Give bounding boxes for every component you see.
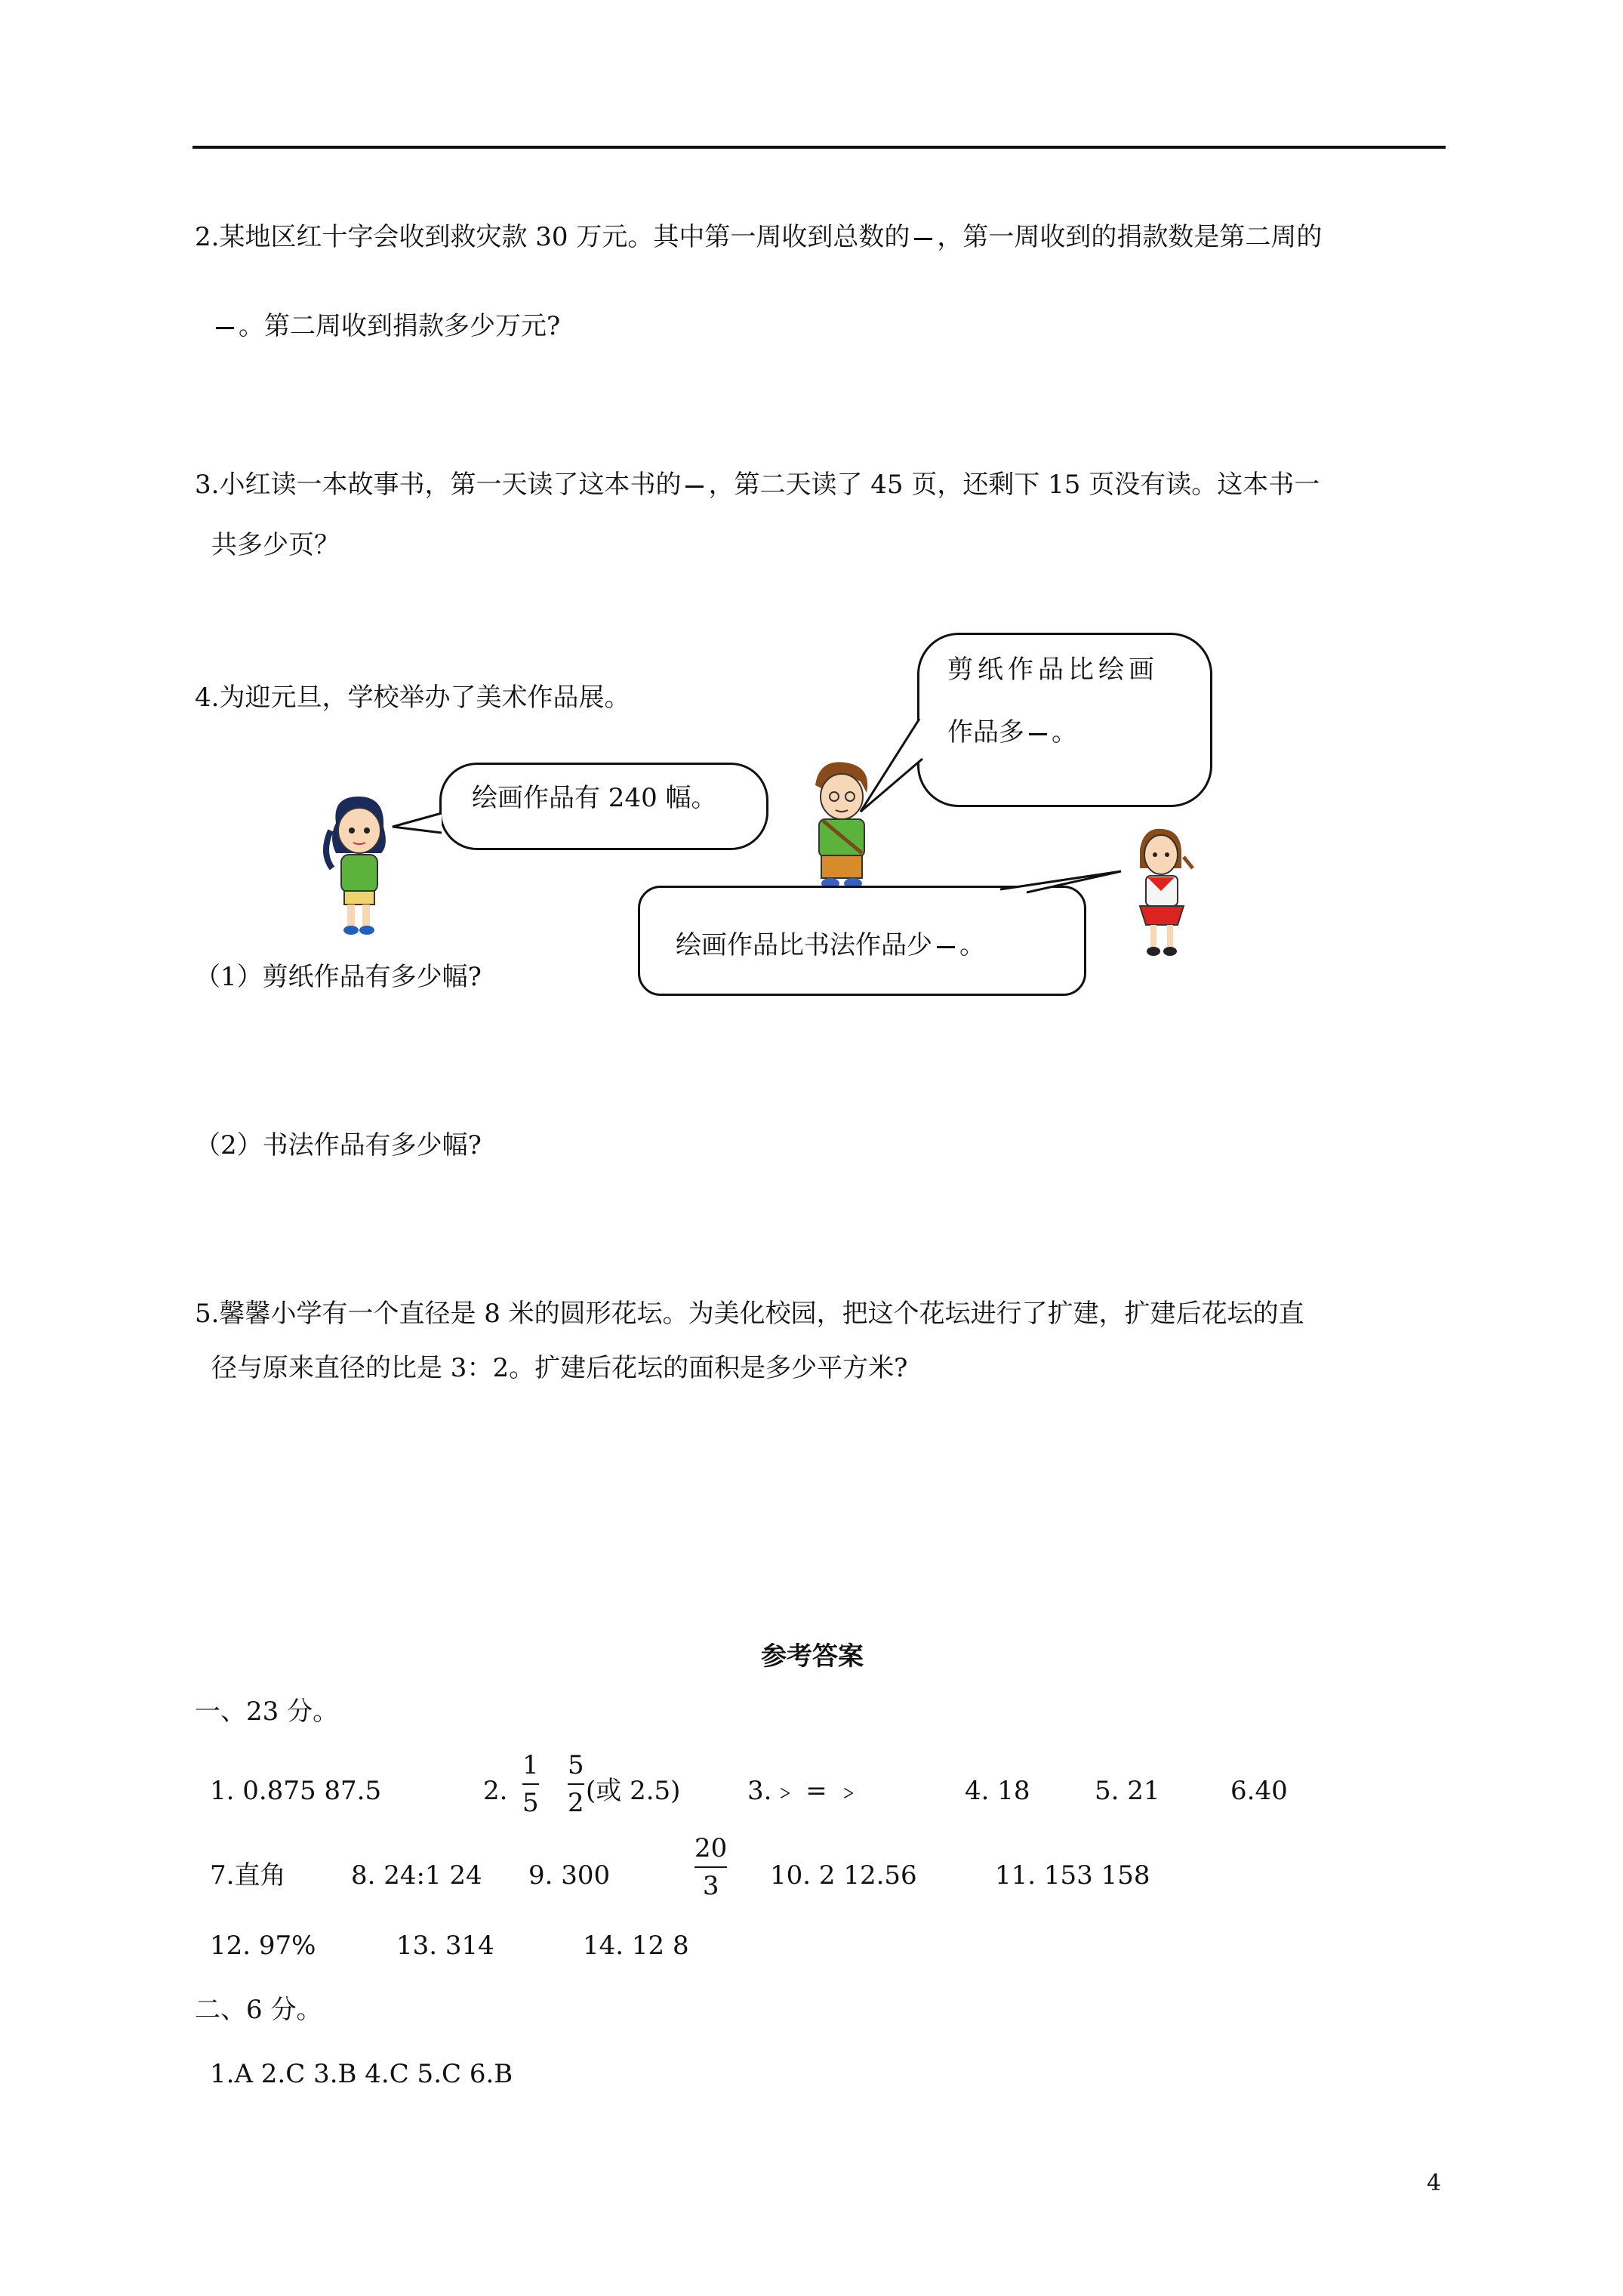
- answer-12: 12. 97%: [210, 1931, 316, 1961]
- fraction-20-3: [694, 1833, 727, 1901]
- fraction-1-5: [522, 1750, 539, 1818]
- q5-line2: 径与原来直径的比是 3：2。扩建后花坛的面积是多少平方米?: [211, 1353, 908, 1383]
- bubble-girl2-end: 。: [959, 930, 985, 960]
- bubble-tail: [861, 717, 929, 815]
- answer-7: 7.直角: [210, 1860, 286, 1891]
- fraction-numerator: 1: [522, 1750, 539, 1780]
- answers-row4: 1.A 2.C 3.B 4.C 5.C 6.B: [210, 2059, 513, 2089]
- answer-14: 14. 12 8: [583, 1931, 689, 1961]
- header-rule: [192, 146, 1446, 149]
- girl-figure-1: [317, 793, 400, 936]
- fraction-denominator: 2: [568, 1788, 584, 1818]
- q3-line2: 共多少页？: [211, 530, 340, 560]
- answer-5: 5. 21: [1095, 1776, 1160, 1806]
- fraction-blank: [216, 327, 234, 329]
- bubble-tail: [393, 812, 445, 834]
- q4-sub2: （2）书法作品有多少幅?: [195, 1130, 482, 1160]
- q2-text-b: ，第一周收到的捐款数是第二周的: [937, 222, 1323, 252]
- answer-2-label: 2.: [483, 1776, 508, 1806]
- bubble-girl-text: 绘画作品有 240 幅。: [472, 783, 717, 813]
- fraction-denominator: 3: [702, 1871, 719, 1901]
- answer-1: 1. 0.875 87.5: [210, 1776, 382, 1806]
- q3-text-b: ，第二天读了 45 页，还剩下 15 页没有读。这本书一: [708, 470, 1320, 500]
- answer-8: 8. 24:1 24: [351, 1860, 482, 1891]
- bubble-girl2-text: [676, 929, 985, 962]
- answer-2-tail: (或 2.5): [586, 1776, 681, 1806]
- page-number: 4: [1427, 2170, 1442, 2196]
- fraction-denominator: 5: [522, 1788, 539, 1818]
- girl-figure-2: [1117, 823, 1200, 959]
- answer-13: 13. 314: [396, 1931, 494, 1961]
- q3-text-a: 3.小红读一本故事书，第一天读了这本书的: [195, 470, 682, 500]
- answers-title: 参考答案: [761, 1641, 864, 1672]
- fraction-5-2: [568, 1750, 584, 1818]
- answer-10: 10. 2 12.56: [770, 1860, 917, 1891]
- bubble-boy-line1: 剪纸作品比绘画: [947, 655, 1159, 685]
- fraction-bar: [568, 1783, 584, 1785]
- bubble-boy-line2-text: 作品多: [947, 717, 1024, 747]
- answer-11: 11. 153 158: [995, 1860, 1150, 1891]
- bubble-girl2-main: 绘画作品比书法作品少: [676, 930, 932, 960]
- answer-3: 3.﹥ = ﹥: [747, 1776, 861, 1806]
- q2-line2: [211, 310, 560, 343]
- q4-intro: 4.为迎元旦，学校举办了美术作品展。: [195, 683, 630, 713]
- q4-sub1: （1）剪纸作品有多少幅?: [195, 962, 482, 992]
- fraction-blank: [1029, 733, 1047, 735]
- fraction-numerator: 5: [568, 1750, 584, 1780]
- bubble-boy-line2: [947, 716, 1077, 749]
- q2-text-c: 。第二周收到捐款多少万元?: [239, 311, 561, 341]
- bubble-boy-line2-end: 。: [1052, 717, 1077, 747]
- answer-4: 4. 18: [965, 1776, 1030, 1806]
- fraction-bar: [522, 1783, 539, 1785]
- fraction-blank: [937, 946, 955, 948]
- bubble-tail: [996, 868, 1125, 898]
- fraction-blank: [685, 485, 704, 488]
- q3-line1: [195, 468, 1320, 501]
- answer-9: 9. 300: [528, 1860, 611, 1891]
- fraction-blank: [914, 238, 932, 240]
- q2-text-a: 2.某地区红十字会收到救灾款 30 万元。其中第一周收到总数的: [195, 222, 910, 252]
- fraction-bar: [694, 1866, 727, 1868]
- answer-6: 6.40: [1230, 1776, 1288, 1806]
- answers-section2: 二、6 分。: [195, 1995, 322, 2025]
- q2-line1: [195, 220, 1322, 254]
- answers-section1: 一、23 分。: [195, 1697, 339, 1727]
- q5-line1: 5.馨馨小学有一个直径是 8 米的圆形花坛。为美化校园，把这个花坛进行了扩建，扩建后花坛的直: [195, 1299, 1304, 1329]
- fraction-numerator: 20: [694, 1833, 728, 1863]
